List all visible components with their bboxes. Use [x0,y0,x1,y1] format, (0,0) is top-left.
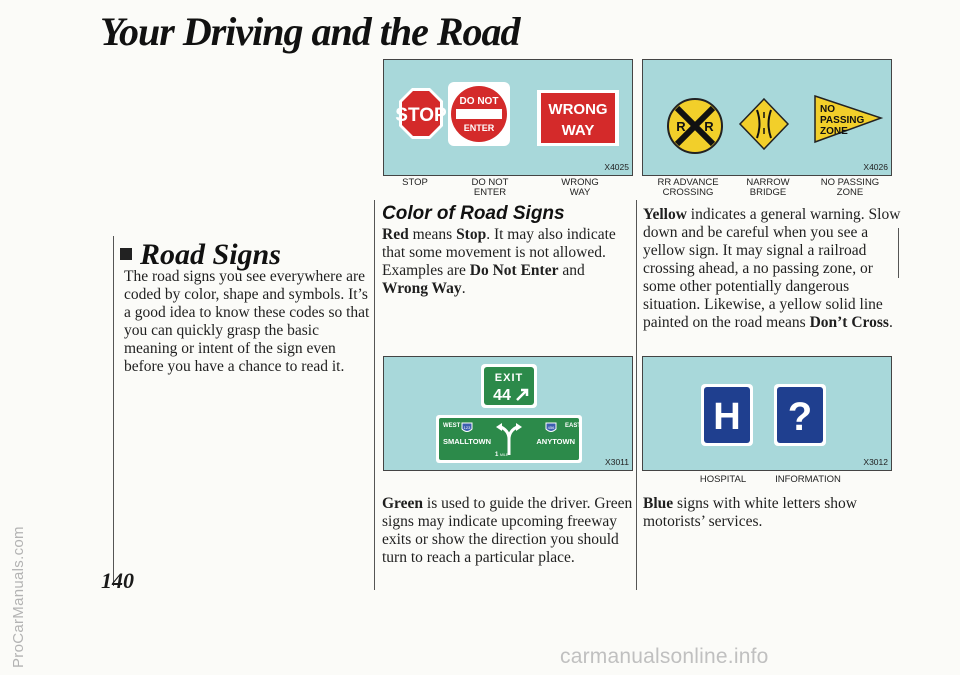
way-text: WAY [561,122,595,139]
west-text: WEST [443,423,461,429]
caption-stop-text: STOP [402,177,428,188]
blue-figure-code: X3012 [863,457,888,467]
page-number: 140 [101,568,134,593]
caption-stop [390,178,440,188]
blue-paragraph [643,495,895,531]
and-word: and [562,262,585,279]
caption-do-not-enter [460,178,520,198]
stop-sign-text: STOP [395,105,447,126]
caption-do-not-enter-1: DO NOT [471,177,509,188]
caption-no-passing [812,178,888,198]
dont-cross-word: Don’t Cross [809,314,889,331]
green-text: is used to guide the driver. Green signs may indicate upcoming freeway exits or show the direction you should turn to reach a particular place. [382,495,633,566]
caption-rr-2: CROSSING [662,187,714,198]
green-signs-figure [383,356,633,471]
distance-text: 1 [495,452,499,458]
exit-number-text: 44 [493,387,511,404]
red-text-2: . It may also indicate that some movement is not allowed. Examples are [382,226,616,279]
yellow-figure-code: X4026 [863,162,888,172]
enter-text: ENTER [463,123,495,133]
green-paragraph [382,495,634,567]
red-word: Red [382,226,409,243]
blue-signs-figure [642,356,892,471]
side-watermark [2,250,32,670]
no-passing-line3: ZONE [820,126,848,137]
anytown-text: ANYTOWN [536,437,575,446]
red-period: . [461,280,466,297]
caption-hospital: HOSPITAL [699,474,747,485]
stop-sign-icon [395,88,447,139]
rr-right-text: R [704,119,714,134]
caption-nopass-2: ZONE [836,187,864,198]
blue-signs-artwork [643,357,891,470]
wrong-text: WRONG [548,101,608,118]
green-signs-artwork [384,357,632,470]
left-column-rule [113,236,114,586]
yellow-signs-artwork [643,60,891,175]
yellow-paragraph [643,206,901,332]
green-word: Green [382,495,424,512]
no-passing-line1: NO [820,104,835,115]
green-figure-code: X3011 [605,457,629,467]
red-signs-figure [383,59,633,176]
hospital-letter-text: H [713,396,741,438]
road-signs-heading [120,238,281,272]
caption-wrong-way-1: WRONG [561,177,599,188]
stop-word: Stop [456,226,487,243]
caption-wrong-way [550,178,610,198]
caption-narrow-2: BRIDGE [749,187,787,198]
red-signs-artwork [384,60,632,175]
blue-text: signs with white letters show motorists’ services. [643,495,857,530]
mile-text: MILE [500,453,509,457]
east-text: EAST [565,423,582,429]
railroad-crossing-sign-icon [668,99,722,153]
caption-narrow-1: NARROW [746,177,790,188]
bottom-watermark: carmanualsonline.info [560,645,769,668]
yellow-word: Yellow [643,206,687,223]
information-symbol-text: ? [787,395,813,439]
caption-nopass-1: NO PASSING [820,177,880,188]
smalltown-text: SMALLTOWN [443,437,492,446]
color-of-road-signs-heading: Color of Road Signs [382,203,565,224]
rr-left-text: R [676,119,686,134]
caption-do-not-enter-2: ENTER [473,187,507,198]
caption-wrong-way-2: WAY [569,187,591,198]
exit-sign-icon [481,364,537,408]
red-figure-code: X4025 [604,162,629,172]
route-left-text: 123 [463,425,471,430]
no-passing-line2: PASSING [820,115,865,126]
narrow-bridge-sign-icon [740,99,788,149]
do-not-enter-sign-icon [448,82,510,146]
direction-sign-icon [436,415,582,463]
blue-word: Blue [643,495,674,512]
red-paragraph [382,226,632,298]
yellow-period: . [888,314,893,331]
caption-rr-1: RR ADVANCE [657,177,719,188]
wrong-way-sign-icon [537,90,619,146]
bullet-square-icon [120,248,132,260]
road-signs-heading-text: Road Signs [140,238,281,271]
side-watermark-text: ProCarManuals.com [10,526,27,668]
hospital-sign-icon [701,384,753,446]
caption-rr-crossing [652,178,724,198]
do-not-text: DO NOT [459,96,499,107]
no-passing-zone-sign-icon [815,96,881,142]
exit-label-text: EXIT [494,372,524,384]
caption-information: INFORMATION [775,474,841,485]
yellow-text: indicates a general warning. Slow down and be careful when you see a yellow sign. It may signal a railroad crossing ahead, a no passing zone, or some other potentially dangerous situation. Likewise, a yellow solid line painted on the road means [643,206,901,331]
do-not-enter-word: Do Not Enter [469,262,559,279]
wrong-way-word: Wrong Way [382,280,462,297]
caption-narrow-bridge [738,178,798,198]
route-right-text: 456 [547,425,555,430]
road-signs-paragraph: The road signs you see everywhere are coded by color, shape and symbols. It’s a good idea to know these codes so that you can quickly grasp the basic meaning or intent of the sign even before you have a chance to read it. [124,268,370,375]
red-text-1: means [412,226,453,243]
yellow-signs-figure [642,59,892,176]
right-column-rule [636,200,637,590]
chapter-title: Your Driving and the Road [100,9,520,54]
middle-column-rule [374,200,375,590]
information-sign-icon [774,384,826,446]
